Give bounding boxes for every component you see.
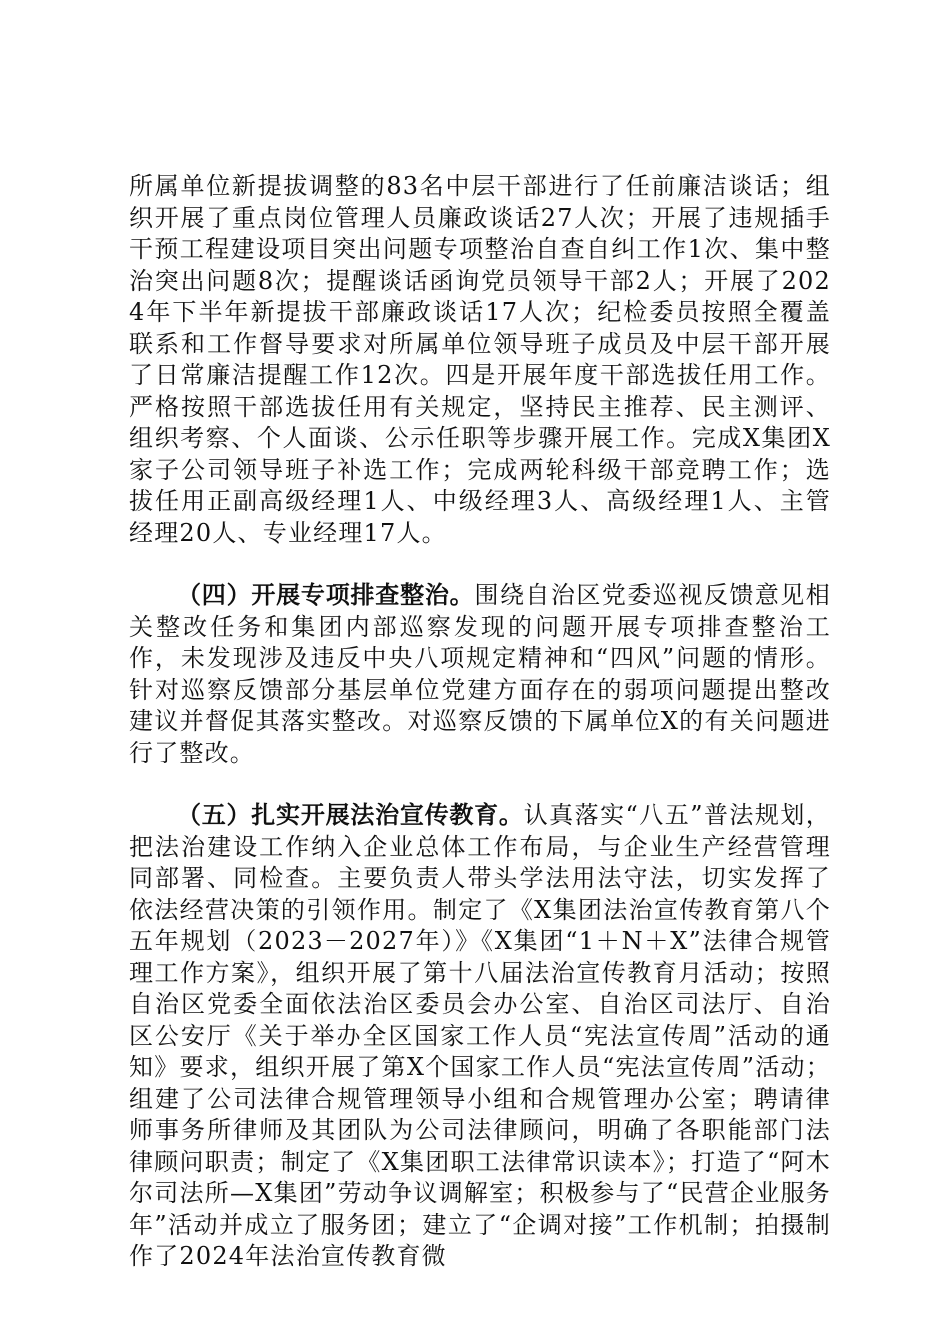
paragraph-section-5	[129, 800, 831, 1273]
paragraph-continuation	[129, 171, 831, 549]
section-heading: （四）开展专项排查整治。	[177, 581, 475, 609]
paragraph-text: 认真落实“八五”普法规划，把法治建设工作纳入企业总体工作布局，与企业生产经营管理同部署、同检查。主要负责人带头学法用法守法，切实发挥了依法经营决策的引领作用。制定了《X集团法治宣传教育第八个五年规划（2023－2027年）》《X集团“1＋N＋X”法律合规管理工作方案》，组织开展了第十八届法治宣传教育月活动；按照自治区党委全面依法治区委员会办公室、自治区司法厅、自治区公安厅《关于举办全区国家工作人员“宪法宣传周”活动的通知》要求，组织开展了第X个国家工作人员“宪法宣传周”活动；组建了公司法律合规管理领导小组和合规管理办公室；聘请律师事务所律师及其团队为公司法律顾问，明确了各职能部门法律顾问职责；制定了《X集团职工法律常识读本》；打造了“阿木尔司法所—X集团”劳动争议调解室；积极参与了“民营企业服务年”活动并成立了服务团；建立了“企调对接”工作机制；拍摄制作了2024年法治宣传教育微	[129, 801, 832, 1270]
paragraph-text: 围绕自治区党委巡视反馈意见相关整改任务和集团内部巡察发现的问题开展专项排查整治工作，未发现涉及违反中央八项规定精神和“四风”问题的情形。针对巡察反馈部分基层单位党建方面存在的弱项问题提出整改建议并督促其落实整改。对巡察反馈的下属单位X的有关问题进行了整改。	[129, 581, 831, 767]
paragraph-section-4	[129, 580, 831, 769]
paragraph-text: 所属单位新提拔调整的83名中层干部进行了任前廉洁谈话；组织开展了重点岗位管理人员廉政谈话27人次；开展了违规插手干预工程建设项目突出问题专项整治自查自纠工作1次、集中整治突出问题8次；提醒谈话函询党员领导干部2人；开展了2024年下半年新提拔干部廉政谈话17人次；纪检委员按照全覆盖联系和工作督导要求对所属单位领导班子成员及中层干部开展了日常廉洁提醒工作12次。四是开展年度干部选拔任用工作。严格按照干部选拔任用有关规定，坚持民主推荐、民主测评、组织考察、个人面谈、公示任职等步骤开展工作。完成X集团X家子公司领导班子补选工作；完成两轮科级干部竞聘工作；选拔任用正副高级经理1人、中级经理3人、高级经理1人、主管经理20人、专业经理17人。	[129, 172, 831, 547]
section-heading: （五）扎实开展法治宣传教育。	[177, 801, 524, 829]
document-body	[129, 171, 831, 1273]
